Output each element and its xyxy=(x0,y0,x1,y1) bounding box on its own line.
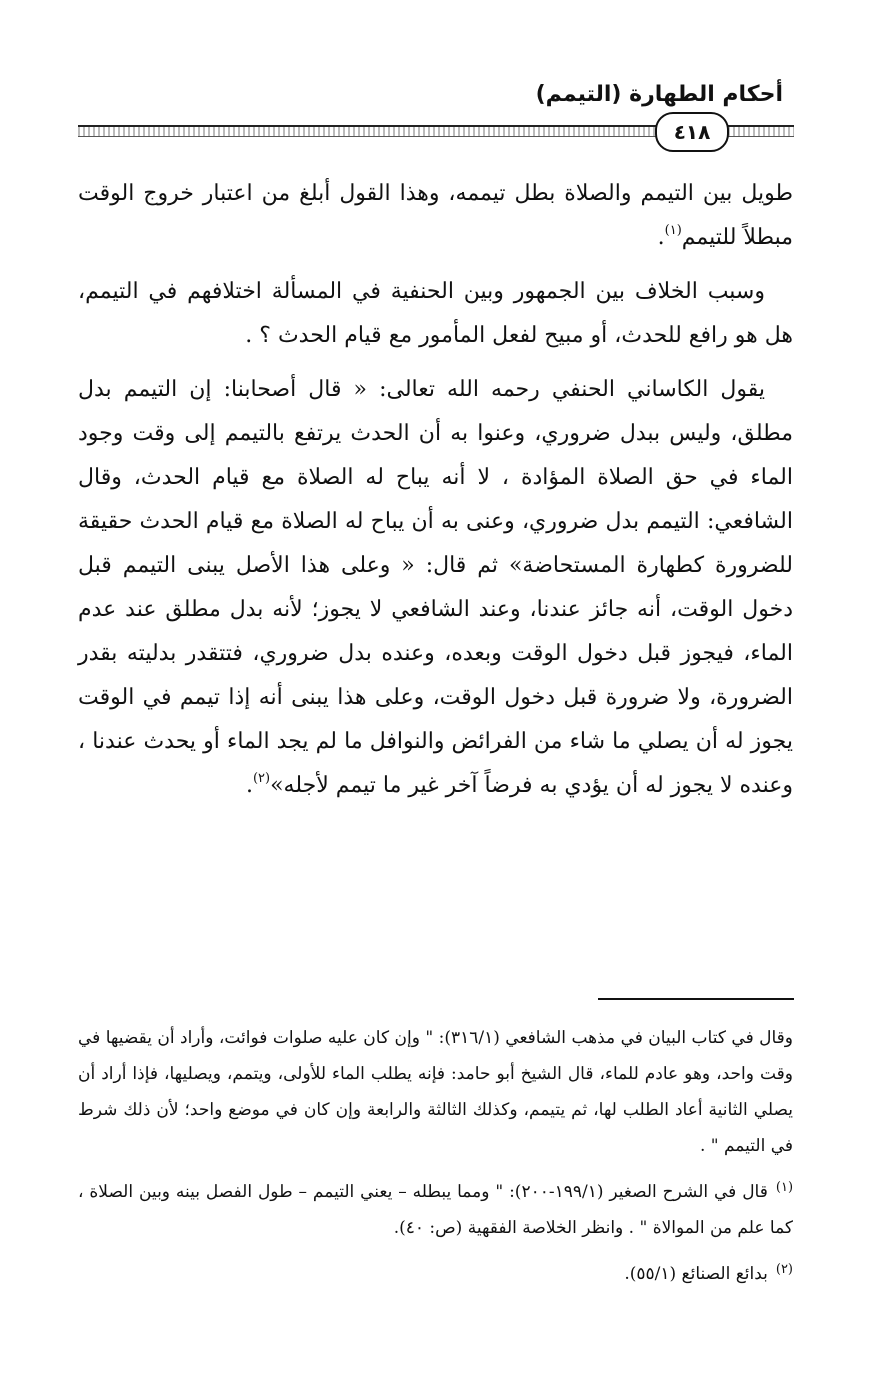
footnote-1 xyxy=(78,1170,793,1246)
footnote-2-text: بدائع الصنائع (٥٥/١). xyxy=(624,1264,768,1284)
footnote-separator xyxy=(598,998,794,1000)
footnote-continued: وقال في كتاب البيان في مذهب الشافعي (٣١٦/١): " وإن كان عليه صلوات فوائت، وأراد أن يقضيها في وقت واحد، وهو عادم للماء، قال الشيخ أبو حامد: فإنه يطلب الماء للأولى، ويتمم، ويصليها، فإذا أراد أن يصلي الثانية أعاد الطلب لها، ثم يتيمم، وكذلك الثالثة والرابعة وإن كان في موضع واحد؛ لأن ذلك شرط في التيمم " . xyxy=(78,1028,793,1156)
footnote-ref-1[interactable]: (١) xyxy=(664,223,682,238)
footnote-ref-2[interactable]: (٢) xyxy=(252,771,271,786)
main-text xyxy=(78,172,793,808)
footnote-2-number: (٢) xyxy=(775,1262,793,1277)
footnotes xyxy=(78,1020,793,1292)
footnote-1-text: قال في الشرح الصغير (١٩٩/١-٢٠٠): " ومما يبطله – يعني التيمم – طول الفصل بينه وبين الصلاة ، كما علم من الموالاة " . وانظر الخلاصة الفقهية (ص: ٤٠). xyxy=(78,1182,793,1238)
paragraph-3-end: . xyxy=(245,773,253,798)
page-number: ٤١٨ xyxy=(673,120,711,144)
paragraph-1-end: . xyxy=(657,225,665,250)
page-number-badge xyxy=(655,112,729,152)
paragraph-1 xyxy=(78,172,793,260)
paragraph-3 xyxy=(78,368,793,808)
footnote-1-number: (١) xyxy=(775,1180,794,1195)
paragraph-3-text: يقول الكاساني الحنفي رحمه الله تعالى: « قال أصحابنا: إن التيمم بدل مطلق، وليس ببدل ضروري، وعنوا به أن الحدث يرتفع بالتيمم إلى وقت وجود الماء في حق الصلاة المؤادة ، لا أنه يباح له الصلاة مع قيام الحدث، وقال الشافعي: التيمم بدل ضروري، وعنى به أن يباح له الصلاة مع قيام الحدث حقيقة للضرورة كطهارة المستحاضة» ثم قال: « وعلى هذا الأصل يبنى التيمم قبل دخول الوقت، أنه جائز عندنا، وعند الشافعي لا يجوز؛ لأنه بدل مطلق عند عدم الماء، فيجوز قبل دخول الوقت وبعده، وعنده بدل ضروري، فتتقدر بدليته بقدر الضرورة، ولا ضرورة قبل دخول الوقت، وعلى هذا يبنى أنه إذا تيمم في الوقت يجوز له أن يصلي ما شاء من الفرائض والنوافل ما لم يجد الماء أو يحدث عندنا ، وعنده لا يجوز له أن يؤدي به فرضاً آخر غير ما تيمم لأجله» xyxy=(78,377,793,798)
running-header-title: أحكام الطهارة (التيمم) xyxy=(535,82,783,107)
paragraph-1-text: طويل بين التيمم والصلاة بطل تيممه، وهذا القول أبلغ من اعتبار خروج الوقت مبطلاً للتيمم xyxy=(78,181,793,250)
footnote-2 xyxy=(78,1252,793,1292)
paragraph-2: وسبب الخلاف بين الجمهور وبين الحنفية في المسألة اختلافهم في التيمم، هل هو رافع للحدث، أو مبيح لفعل المأمور مع قيام الحدث ؟ . xyxy=(78,279,793,348)
